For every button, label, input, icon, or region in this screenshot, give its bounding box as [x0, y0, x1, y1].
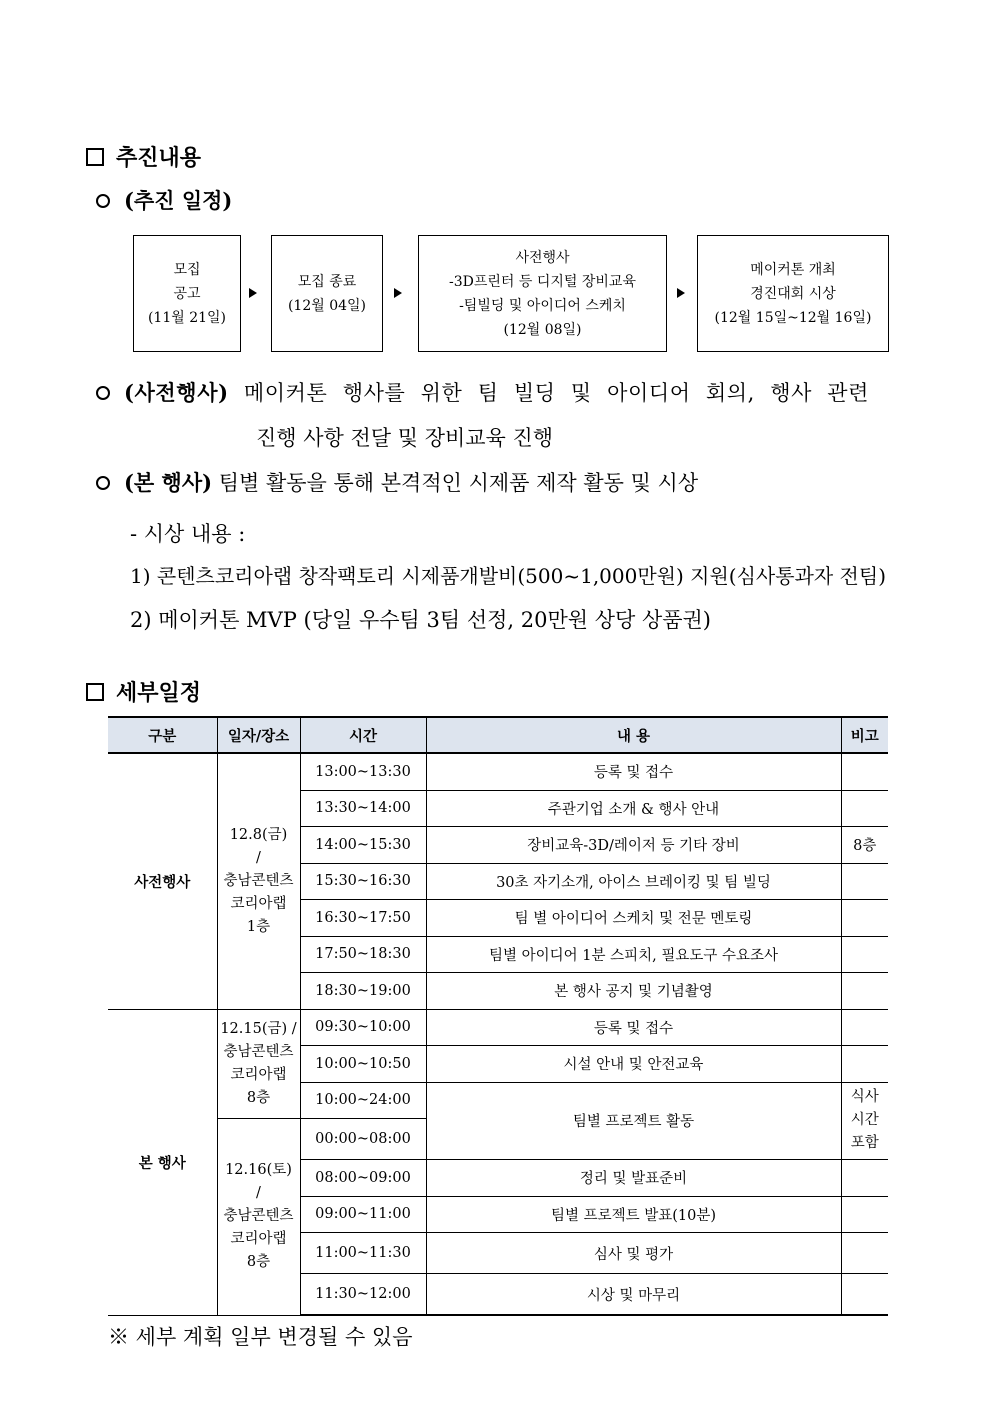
- flow-line: 공고: [173, 285, 201, 302]
- note-cell: [841, 1160, 888, 1197]
- award-item-1: 1) 콘텐츠코리아랩 창작팩토리 시제품개발비(500~1,000만원) 지원(심사통과자 전팀): [130, 564, 886, 588]
- content-cell: 장비교육-3D/레이저 등 기타 장비: [426, 827, 841, 864]
- category-main-event: 본 행사: [108, 1009, 217, 1315]
- time-cell: 08:00~09:00: [300, 1160, 426, 1197]
- content-cell: 등록 및 접수: [426, 753, 841, 790]
- schedule-heading-text: (추진 일정): [124, 188, 233, 213]
- main-event-text: 팀별 활동을 통해 본격적인 시제품 제작 활동 및 시상: [212, 471, 699, 495]
- schedule-table: [108, 716, 888, 1316]
- arrow-right-icon: [677, 288, 685, 298]
- section-title: 추진내용: [116, 145, 202, 171]
- header-time: 시간: [300, 717, 426, 753]
- flow-line: -팀빌딩 및 아이디어 스케치: [459, 297, 626, 314]
- arrow-right-icon: [249, 288, 257, 298]
- flow-line: 모집: [173, 261, 201, 278]
- time-cell: 15:30~16:30: [300, 863, 426, 900]
- flow-line: (12월 04일): [287, 297, 367, 314]
- note-cell: [841, 790, 888, 827]
- checkbox-square-icon: [86, 148, 104, 166]
- table-row: [108, 1009, 888, 1046]
- award-header: - 시상 내용 :: [130, 522, 246, 546]
- time-cell: 14:00~15:30: [300, 827, 426, 864]
- flow-line: (11월 21일): [147, 309, 227, 326]
- location-line: 12.15(금) /: [220, 1020, 297, 1037]
- location-line: 1층: [246, 918, 271, 935]
- note-cell: [841, 936, 888, 973]
- section-title: 세부일정: [116, 680, 202, 706]
- content-cell: 30초 자기소개, 아이스 브레이킹 및 팀 빌딩: [426, 863, 841, 900]
- time-cell: 10:00~24:00: [300, 1082, 426, 1119]
- location-line: 코리아랩: [230, 1066, 287, 1083]
- note-cell: [841, 753, 888, 790]
- content-cell: 주관기업 소개 & 행사 안내: [426, 790, 841, 827]
- time-cell: 11:30~12:00: [300, 1274, 426, 1316]
- location-line: 충남콘텐츠: [223, 872, 294, 889]
- flow-step-pre-event: [418, 235, 667, 352]
- flow-line: -3D프린터 등 디지털 장비교육: [449, 273, 636, 290]
- content-cell: 시설 안내 및 안전교육: [426, 1046, 841, 1083]
- time-cell: 11:00~11:30: [300, 1233, 426, 1274]
- arrow-right-icon: [394, 288, 402, 298]
- location-line: 코리아랩: [230, 895, 287, 912]
- section-heading-plan: [86, 141, 201, 172]
- main-event-paragraph: [96, 468, 698, 498]
- time-cell: 16:30~17:50: [300, 900, 426, 937]
- flow-line: 모집 종료: [297, 273, 357, 290]
- flow-line: (12월 08일): [503, 321, 582, 338]
- time-cell: 18:30~19:00: [300, 973, 426, 1010]
- note-cell: [841, 1274, 888, 1316]
- circle-bullet-icon: [96, 194, 110, 208]
- location-line: 충남콘텐츠: [223, 1043, 294, 1060]
- content-cell: 시상 및 마무리: [426, 1274, 841, 1316]
- content-cell: 심사 및 평가: [426, 1233, 841, 1274]
- main-event-label: (본 행사): [124, 470, 213, 495]
- note-cell: [841, 1046, 888, 1083]
- location-line: 충남콘텐츠: [223, 1208, 294, 1225]
- time-cell: 09:00~11:00: [300, 1196, 426, 1233]
- pre-event-paragraph: [96, 378, 926, 408]
- location-line: 8층: [246, 1254, 271, 1271]
- pre-event-text-line2: 진행 사항 전달 및 장비교육 진행: [256, 426, 554, 450]
- location-main-day2: [217, 1119, 300, 1316]
- note-cell: [841, 900, 888, 937]
- header-note: 비고: [841, 717, 888, 753]
- content-cell: 등록 및 접수: [426, 1009, 841, 1046]
- award-item-2: 2) 메이커톤 MVP (당일 우수팀 3팀 선정, 20만원 상당 상품권): [130, 608, 712, 632]
- flow-line: (12월 15일~12월 16일): [714, 309, 872, 326]
- flow-step-makerthon: [697, 235, 889, 352]
- time-cell: 00:00~08:00: [300, 1119, 426, 1160]
- checkbox-square-icon: [86, 683, 104, 701]
- header-content: 내 용: [426, 717, 841, 753]
- flow-step-recruit-open: [133, 235, 241, 352]
- footnote: ※ 세부 계획 일부 변경될 수 있음: [108, 1325, 413, 1349]
- time-cell: 13:30~14:00: [300, 790, 426, 827]
- flow-line: 메이커톤 개최: [750, 261, 836, 278]
- content-cell: 팀별 프로젝트 발표(10분): [426, 1196, 841, 1233]
- note-cell: [841, 1009, 888, 1046]
- circle-bullet-icon: [96, 476, 110, 490]
- content-cell: 팀별 프로젝트 활동: [426, 1082, 841, 1160]
- note-cell: [841, 863, 888, 900]
- table-row: [108, 753, 888, 790]
- time-cell: 10:00~10:50: [300, 1046, 426, 1083]
- note-cell: [841, 1082, 888, 1160]
- note-line: 시간: [850, 1112, 879, 1129]
- note-cell: 8층: [841, 827, 888, 864]
- table-header-row: [108, 717, 888, 753]
- location-line: /: [256, 849, 261, 866]
- section-heading-detail: [86, 676, 201, 707]
- schedule-heading: [96, 186, 232, 216]
- category-pre-event: 사전행사: [108, 753, 217, 1009]
- location-line: 12.16(토): [225, 1162, 292, 1179]
- time-cell: 09:30~10:00: [300, 1009, 426, 1046]
- flow-step-recruit-close: [271, 235, 383, 352]
- location-line: 8층: [246, 1089, 271, 1106]
- location-pre-event: [217, 753, 300, 1009]
- note-cell: [841, 1196, 888, 1233]
- header-date-place: 일자/장소: [217, 717, 300, 753]
- note-line: 포함: [850, 1135, 879, 1152]
- circle-bullet-icon: [96, 386, 110, 400]
- pre-event-label: (사전행사): [124, 380, 229, 405]
- content-cell: 정리 및 발표준비: [426, 1160, 841, 1197]
- location-line: /: [256, 1185, 261, 1202]
- content-cell: 본 행사 공지 및 기념촬영: [426, 973, 841, 1010]
- location-line: 12.8(금): [229, 826, 288, 843]
- header-category: 구분: [108, 717, 217, 753]
- flow-line: 경진대회 시상: [750, 285, 836, 302]
- content-cell: 팀별 아이디어 1분 스피치, 필요도구 수요조사: [426, 936, 841, 973]
- time-cell: 17:50~18:30: [300, 936, 426, 973]
- pre-event-text: 메이커톤 행사를 위한 팀 빌딩 및 아이디어 회의, 행사 관련: [228, 381, 870, 405]
- flow-line: 사전행사: [515, 249, 570, 266]
- note-cell: [841, 1233, 888, 1274]
- content-cell: 팀 별 아이디어 스케치 및 전문 멘토링: [426, 900, 841, 937]
- note-cell: [841, 973, 888, 1010]
- note-line: 식사: [850, 1089, 879, 1106]
- location-main-day1: [217, 1009, 300, 1119]
- time-cell: 13:00~13:30: [300, 753, 426, 790]
- location-line: 코리아랩: [230, 1231, 287, 1248]
